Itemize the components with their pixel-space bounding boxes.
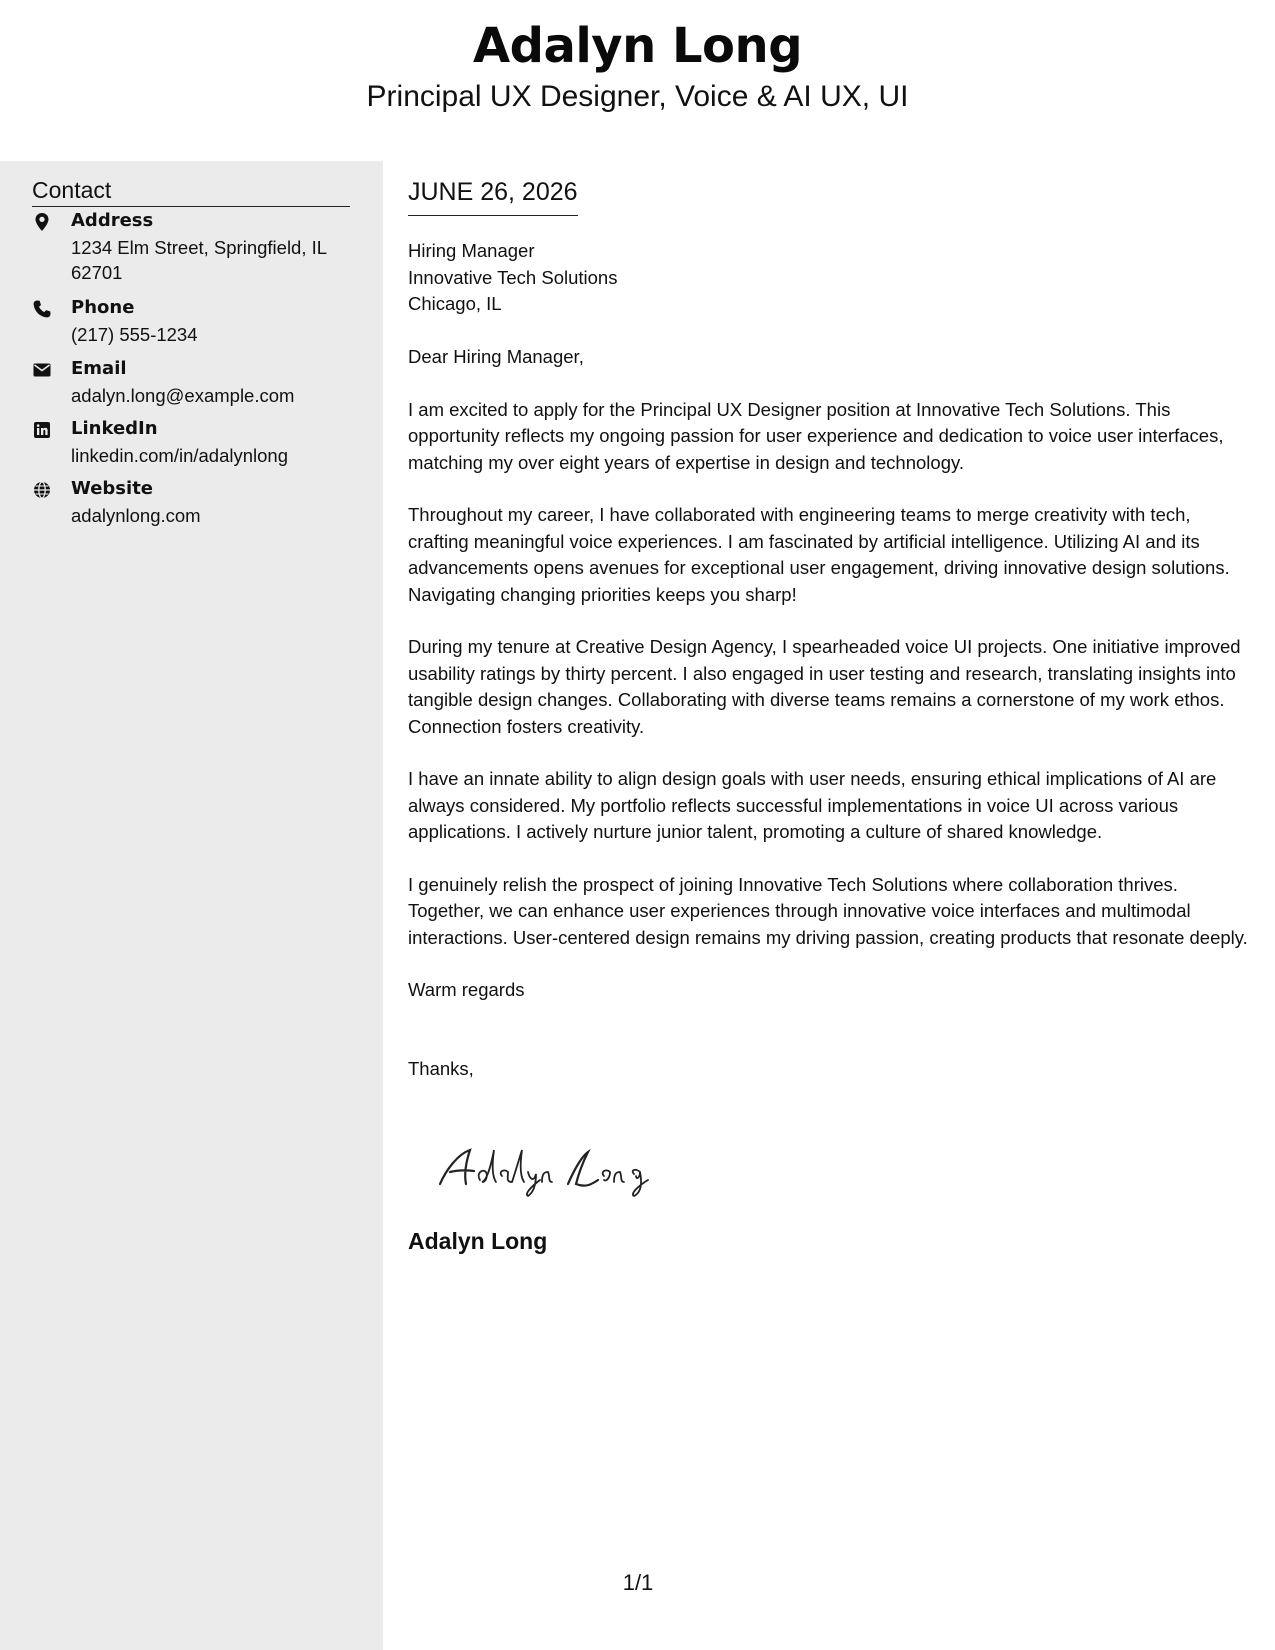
closing: Warm regards [408, 979, 525, 1000]
contact-value-website: adalynlong.com [71, 505, 201, 526]
handwritten-signature [436, 1140, 666, 1200]
recipient-location: Chicago, IL [408, 293, 502, 314]
contact-value-email: adalyn.long@example.com [71, 385, 295, 406]
applicant-title: Principal UX Designer, Voice & AI UX, UI [366, 80, 909, 113]
contact-label-phone: Phone [71, 297, 135, 318]
letter-body [408, 344, 1248, 1108]
contact-value-linkedin: linkedin.com/in/adalynlong [71, 445, 288, 466]
envelope-icon [32, 360, 52, 380]
contact-label-email: Email [71, 358, 127, 379]
page-number: 1/1 [622, 1570, 654, 1595]
recipient-block [408, 238, 617, 318]
applicant-name: Adalyn Long [472, 18, 803, 74]
body-paragraph: I have an innate ability to align design goals with user needs, ensuring ethical implications of AI are always considered. My portfolio reflects successful implementations in voice UI across various applications. I actively nurture junior talent, promoting a culture of shared knowledge. [408, 768, 1217, 842]
signer-name: Adalyn Long [408, 1228, 548, 1254]
recipient-name: Hiring Manager [408, 240, 535, 261]
recipient-company: Innovative Tech Solutions [408, 266, 618, 288]
contact-value-phone: (217) 555-1234 [71, 324, 198, 345]
salutation: Dear Hiring Manager, [408, 346, 584, 367]
contact-label-linkedin: LinkedIn [71, 418, 158, 439]
contact-label-address: Address [71, 210, 154, 231]
linkedin-icon [32, 420, 52, 440]
body-paragraph: I genuinely relish the prospect of joining Innovative Tech Solutions where collaboration thrives. Together, we can enhance user experiences through innovative voice interfaces and multimodal interactions. User-centered design remains my driving passion, creating products that resonate deeply. [408, 873, 1248, 948]
contact-value-address: 1234 Elm Street, Springfield, IL 62701 [71, 237, 327, 283]
contact-label-website: Website [71, 478, 154, 499]
contact-sidebar [0, 161, 383, 1650]
body-paragraph: Throughout my career, I have collaborated with engineering teams to merge creativity with tech, crafting meaningful voice experiences. I am fascinated by artificial intelligence. Utilizing AI and its advancements opens avenues for exceptional user engagement, driving innovative design solutions. Navigating changing priorities keeps you sharp! [408, 504, 1230, 605]
contact-heading: Contact [32, 177, 350, 207]
body-paragraph: During my tenure at Creative Design Agency, I spearheaded voice UI projects. One initiative improved usability ratings by thirty percent. I also engaged in user testing and research, translating insights into tangible design changes. Collaborating with diverse teams remains a cornerstone of my work ethos. Connection fosters creativity. [408, 636, 1241, 737]
phone-icon [32, 299, 52, 319]
thanks: Thanks, [408, 1057, 474, 1079]
body-paragraph: I am excited to apply for the Principal UX Designer position at Innovative Tech Solutions. This opportunity reflects my ongoing passion for user experience and dedication to voice user interfaces, matching my over eight years of expertise in design and technology. [408, 398, 1224, 473]
map-pin-icon [32, 212, 52, 232]
letter-date: JUNE 26, 2026 [408, 178, 578, 216]
globe-icon [32, 480, 52, 500]
